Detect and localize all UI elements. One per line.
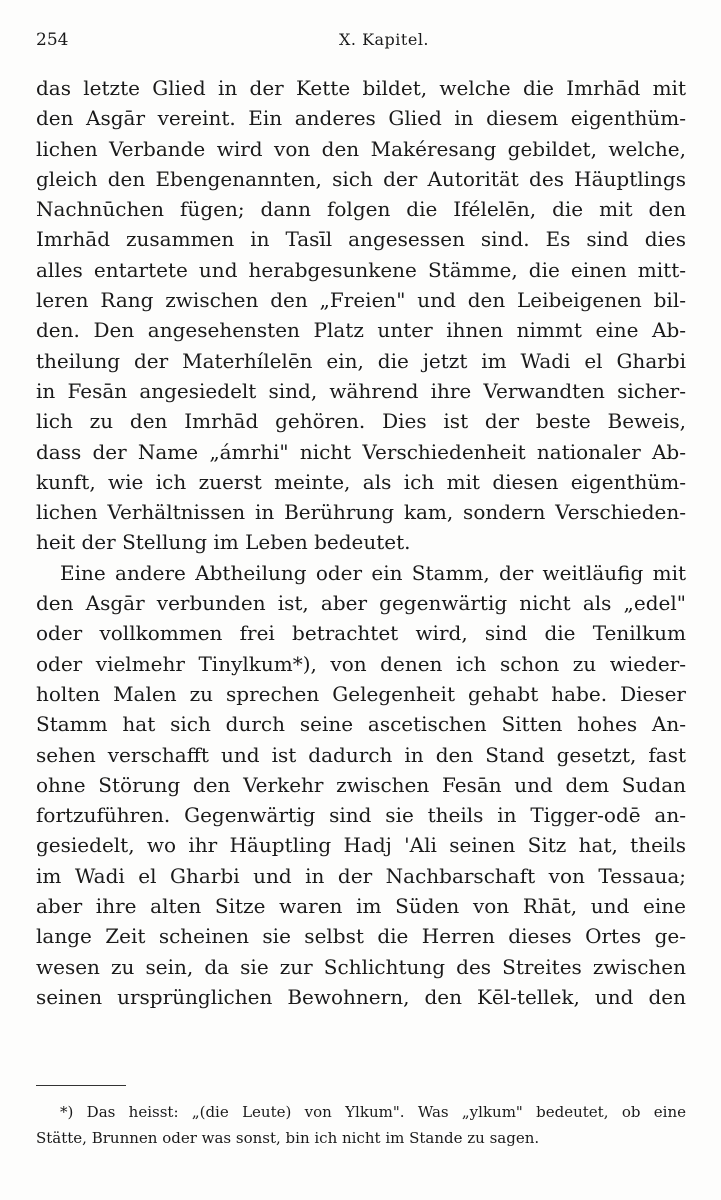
chapter-title: X. Kapitel. (339, 30, 430, 49)
text-line: gleich den Ebengenannten, sich der Autorität des Häuptlings (36, 166, 686, 191)
footnote-line: Stätte, Brunnen oder was sonst, bin ich nicht im Stande zu sagen. (36, 1129, 540, 1147)
text-line: Eine andere Abtheilung oder ein Stamm, der weitläufig mit (60, 560, 686, 585)
text-line: lichen Verhältnissen in Berührung kam, sondern Verschieden- (36, 500, 686, 525)
text-line: wesen zu sein, da sie zur Schlichtung des Streites zwischen (36, 954, 686, 979)
text-line: den Asgār verbunden ist, aber gegenwärtig nicht als „edel" (36, 591, 686, 616)
text-line: fortzuführen. Gegenwärtig sind sie theils in Tigger-odē an- (36, 803, 686, 828)
body-text (36, 73, 686, 1012)
text-line: sehen verschafft und ist dadurch in den Stand gesetzt, fast (36, 742, 686, 767)
text-line: dass der Name „ámrhi" nicht Verschiedenheit nationaler Ab- (36, 439, 686, 464)
text-line: den. Den angesehensten Platz unter ihnen nimmt eine Ab- (36, 318, 686, 343)
text-line: Imrhād zusammen in Tasīl angesessen sind. Es sind dies (36, 227, 686, 252)
text-line: aber ihre alten Sitze waren im Süden von Rhāt, und eine (36, 894, 686, 919)
text-line: holten Malen zu sprechen Gelegenheit gehabt habe. Dieser (36, 681, 686, 706)
footnote-rule (36, 1085, 126, 1086)
text-line: im Wadi el Gharbi und in der Nachbarschaft von Tessaua; (36, 863, 686, 888)
text-line: Nachnūchen fügen; dann folgen die Ifélelēn, die mit den (36, 197, 686, 222)
text-line: gesiedelt, wo ihr Häuptling Hadj 'Ali seinen Sitz hat, theils (36, 833, 686, 858)
page-number: 254 (36, 30, 69, 50)
text-line: oder vielmehr Tinylkum*), von denen ich schon zu wieder- (36, 651, 686, 676)
text-line: oder vollkommen frei betrachtet wird, sind die Tenilkum (36, 621, 686, 646)
footnote-line: *) Das heisst: „(die Leute) von Ylkum". Was „ylkum" bedeutet, ob eine (60, 1103, 686, 1121)
text-line: in Fesān angesiedelt sind, während ihre Verwandten sicher- (36, 378, 686, 403)
text-line: alles entartete und herabgesunkene Stämme, die einen mitt- (36, 257, 686, 282)
text-line: lichen Verbande wird von den Makéresang gebildet, welche, (36, 136, 686, 161)
text-line: seinen ursprünglichen Bewohnern, den Kēl-tellek, und den (36, 984, 686, 1009)
text-line: Stamm hat sich durch seine ascetischen Sitten hohes An- (36, 712, 686, 737)
text-line: lich zu den Imrhād gehören. Dies ist der beste Beweis, (36, 409, 686, 434)
text-line: den Asgār vereint. Ein anderes Glied in diesem eigenthüm- (36, 106, 686, 131)
text-line: ohne Störung den Verkehr zwischen Fesān und dem Sudan (36, 772, 686, 797)
text-line: das letzte Glied in der Kette bildet, welche die Imrhād mit (36, 76, 686, 100)
running-head (36, 30, 687, 58)
text-line: theilung der Materhílelēn ein, die jetzt im Wadi el Gharbi (36, 348, 686, 373)
text-line: kunft, wie ich zuerst meinte, als ich mit diesen eigenthüm- (36, 469, 686, 494)
text-line: leren Rang zwischen den „Freien" und den Leibeigenen bil- (36, 288, 686, 313)
footnotes (36, 1099, 686, 1151)
text-line: heit der Stellung im Leben bedeutet. (36, 530, 411, 555)
text-line: lange Zeit scheinen sie selbst die Herren dieses Ortes ge- (36, 924, 686, 949)
